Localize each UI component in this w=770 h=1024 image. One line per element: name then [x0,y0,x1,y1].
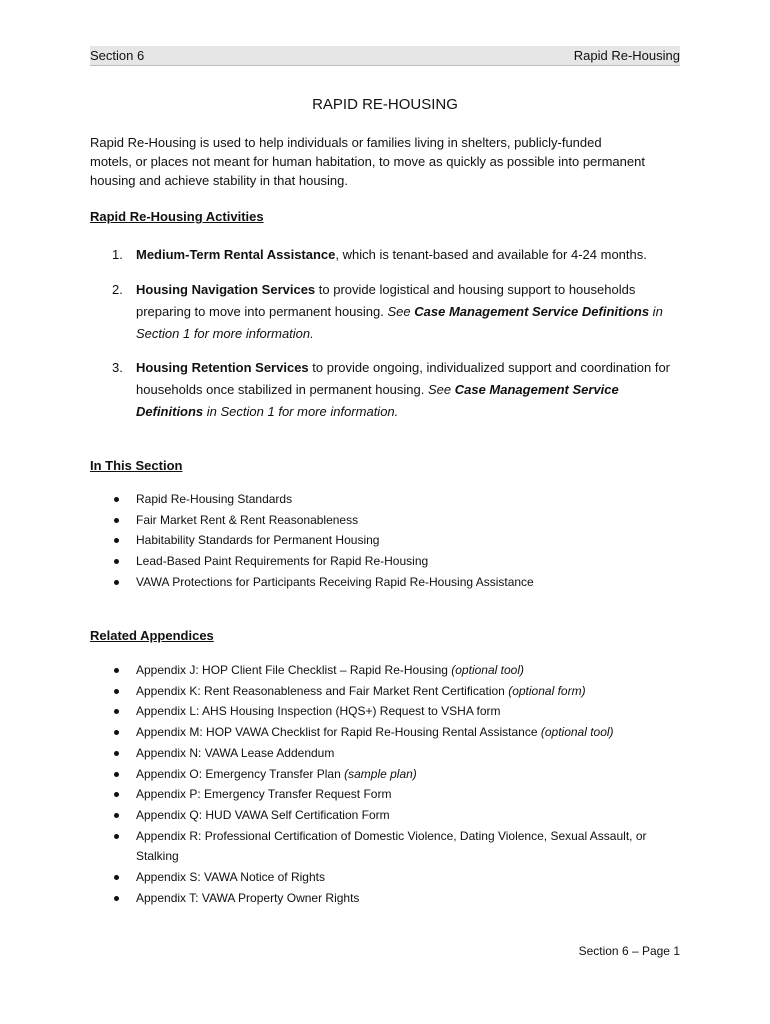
bullet-icon [114,730,119,735]
activity-item [112,244,680,266]
bullet-icon [114,668,119,673]
list-item: Habitability Standards for Permanent Housing [112,530,682,551]
list-item: Appendix S: VAWA Notice of Rights [112,867,682,888]
activity-text: Housing Navigation Services to provide logistical and housing support to households preparing to move into permanent housing. See Case Management Service Definitions in Section 1 for more information. [136,282,663,341]
related-appendices-heading: Related Appendices [90,628,214,643]
bullet-icon [114,751,119,756]
activity-title: Medium-Term Rental Assistance [136,247,336,262]
list-item: Appendix K: Rent Reasonableness and Fair Market Rent Certification (optional form) [112,681,682,702]
bullet-icon [114,580,119,585]
page-title: RAPID RE-HOUSING [312,96,458,113]
list-item: Appendix T: VAWA Property Owner Rights [112,888,682,909]
bullet-icon [114,518,119,523]
activity-number: 2. [112,282,123,297]
activities-heading: Rapid Re-Housing Activities [90,209,264,224]
bullet-icon [114,689,119,694]
list-item: Appendix N: VAWA Lease Addendum [112,743,682,764]
activity-text: Housing Retention Services to provide ongoing, individualized support and coordination for households once stabilized in permanent housing. See Case Management Service Definitions in Section 1 for more information. [136,360,671,419]
page-header [90,46,680,66]
bullet-icon [114,497,119,502]
activity-title: Housing Retention Services [136,360,309,375]
list-item: Appendix J: HOP Client File Checklist – Rapid Re-Housing (optional tool) [112,660,682,681]
list-item: Appendix Q: HUD VAWA Self Certification Form [112,805,682,826]
bullet-icon [114,538,119,543]
activity-text: Medium-Term Rental Assistance, which is tenant-based and available for 4-24 months. [136,247,647,262]
header-section-label: Section 6 [90,48,145,63]
list-item: Appendix L: AHS Housing Inspection (HQS+) Request to VSHA form [112,701,682,722]
list-item: Appendix O: Emergency Transfer Plan (sample plan) [112,764,682,785]
bullet-icon [114,559,119,564]
activity-number: 3. [112,360,123,375]
activity-number: 1. [112,247,123,262]
appendices-list [112,660,682,908]
list-item: Lead-Based Paint Requirements for Rapid Re-Housing [112,551,682,572]
list-item: Appendix M: HOP VAWA Checklist for Rapid Re-Housing Rental Assistance (optional tool) [112,722,682,743]
bullet-icon [114,813,119,818]
bullet-icon [114,792,119,797]
bullet-icon [114,896,119,901]
bullet-icon [114,834,119,839]
bullet-icon [114,772,119,777]
list-item: VAWA Protections for Participants Receiving Rapid Re-Housing Assistance [112,572,682,593]
bullet-icon [114,709,119,714]
list-item: Fair Market Rent & Rent Reasonableness [112,510,682,531]
section-topics-list [112,489,682,593]
cross-reference: Case Management Service Definitions [136,382,619,419]
in-this-section-heading: In This Section [90,458,183,473]
list-item: Appendix P: Emergency Transfer Request Form [112,784,682,805]
page-footer: Section 6 – Page 1 [578,944,680,958]
header-chapter-title: Rapid Re-Housing [573,48,680,63]
activity-item [112,279,680,345]
list-item: Rapid Re-Housing Standards [112,489,682,510]
list-item: Appendix R: Professional Certification of Domestic Violence, Dating Violence, Sexual Assault, or Stalking [112,826,682,867]
activity-item [112,357,680,423]
intro-paragraph: Rapid Re-Housing is used to help individuals or families living in shelters, publicly-funded motels, or places not meant for human habitation, to move as quickly as possible into permanent housing and achieve stability in that housing. [90,135,645,188]
cross-reference: Case Management Service Definitions [414,304,650,319]
bullet-icon [114,875,119,880]
activity-title: Housing Navigation Services [136,282,316,297]
